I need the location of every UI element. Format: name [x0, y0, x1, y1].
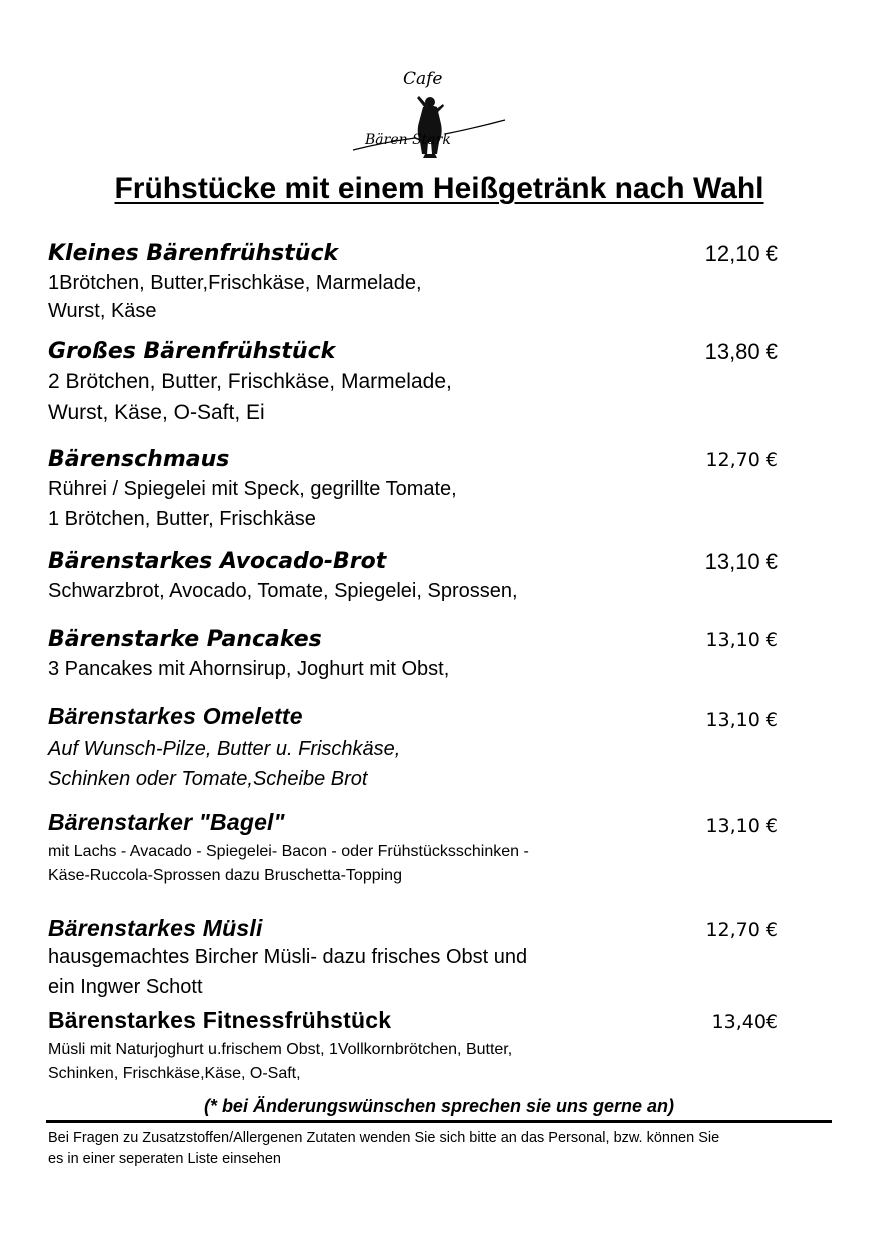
item-description-line: Müsli mit Naturjoghurt u.frischem Obst, 1Vollkornbrötchen, Butter,	[48, 1041, 513, 1058]
menu-item	[48, 626, 838, 684]
menu-item	[48, 914, 838, 1002]
item-price: 12,70 €	[705, 449, 778, 471]
logo-script-name: Bären Stark	[365, 132, 451, 148]
item-name: Bärenstarkes Fitnessfrühstück	[48, 1007, 392, 1033]
item-description-line: Rührei / Spiegelei mit Speck, gegrillte Tomate,	[48, 478, 457, 500]
item-description-line: Käse-Ruccola-Sprossen dazu Bruschetta-Topping	[48, 867, 402, 884]
item-price: 12,10 €	[704, 241, 778, 266]
item-name: Kleines Bärenfrühstück	[48, 241, 339, 266]
item-description-line: 1 Brötchen, Butter, Frischkäse	[48, 508, 316, 530]
item-name: Großes Bärenfrühstück	[48, 339, 336, 364]
item-description-line: Wurst, Käse, O-Saft, Ei	[48, 401, 265, 424]
item-description-line: mit Lachs - Avacado - Spiegelei- Bacon - oder Frühstücksschinken -	[48, 843, 529, 860]
allergen-footer	[48, 1128, 838, 1170]
item-price: 13,10 €	[704, 549, 778, 574]
item-name: Bärenstarke Pancakes	[48, 627, 322, 652]
item-description-line: 3 Pancakes mit Ahornsirup, Joghurt mit Obst,	[48, 658, 450, 680]
menu-item	[48, 446, 838, 534]
item-name: Bärenstarker "Bagel"	[48, 809, 285, 835]
item-description-line: Wurst, Käse	[48, 300, 157, 322]
item-price: 12,70 €	[705, 919, 778, 941]
menu-title: Frühstücke mit einem Heißgetränk nach Wahl	[114, 172, 764, 205]
footer-line: Bei Fragen zu Zusatzstoffen/Allergenen Zutaten wenden Sie sich bitte an das Personal, bzw. können Sie	[48, 1130, 720, 1146]
item-description-line: Schinken oder Tomate,Scheibe Brot	[48, 768, 368, 790]
item-price: 13,10 €	[705, 709, 778, 731]
item-price: 13,10 €	[705, 815, 778, 837]
footer-line: es in einer seperaten Liste einsehen	[48, 1151, 281, 1167]
item-name: Bärenstarkes Avocado-Brot	[48, 549, 387, 574]
logo-script-cafe: Cafe	[403, 69, 443, 89]
menu-item	[48, 240, 838, 326]
item-description-line: 1Brötchen, Butter,Frischkäse, Marmelade,	[48, 272, 422, 294]
divider	[46, 1120, 832, 1123]
item-name: Bärenschmaus	[48, 447, 230, 472]
cafe-logo	[345, 62, 515, 162]
menu-item	[48, 702, 838, 794]
item-price: 13,40€	[711, 1011, 778, 1033]
menu-item	[48, 1006, 838, 1086]
item-price: 13,10 €	[705, 629, 778, 651]
item-description-line: ein Ingwer Schott	[48, 976, 203, 998]
item-name: Bärenstarkes Müsli	[48, 915, 263, 941]
change-request-note: (* bei Änderungswünschen sprechen sie uns gerne an)	[203, 1096, 675, 1116]
item-price: 13,80 €	[704, 339, 778, 364]
bear-logo-icon	[345, 62, 515, 162]
item-description-line: 2 Brötchen, Butter, Frischkäse, Marmelade,	[48, 370, 452, 393]
menu-item	[48, 548, 838, 606]
menu-item	[48, 808, 838, 888]
item-name: Bärenstarkes Omelette	[48, 703, 303, 729]
item-description-line: Schinken, Frischkäse,Käse, O-Saft,	[48, 1065, 301, 1082]
menu-item	[48, 338, 838, 428]
item-description-line: hausgemachtes Bircher Müsli- dazu frisches Obst und	[48, 946, 528, 968]
item-description-line: Auf Wunsch-Pilze, Butter u. Frischkäse,	[48, 738, 401, 760]
item-description-line: Schwarzbrot, Avocado, Tomate, Spiegelei, Sprossen,	[48, 580, 518, 602]
